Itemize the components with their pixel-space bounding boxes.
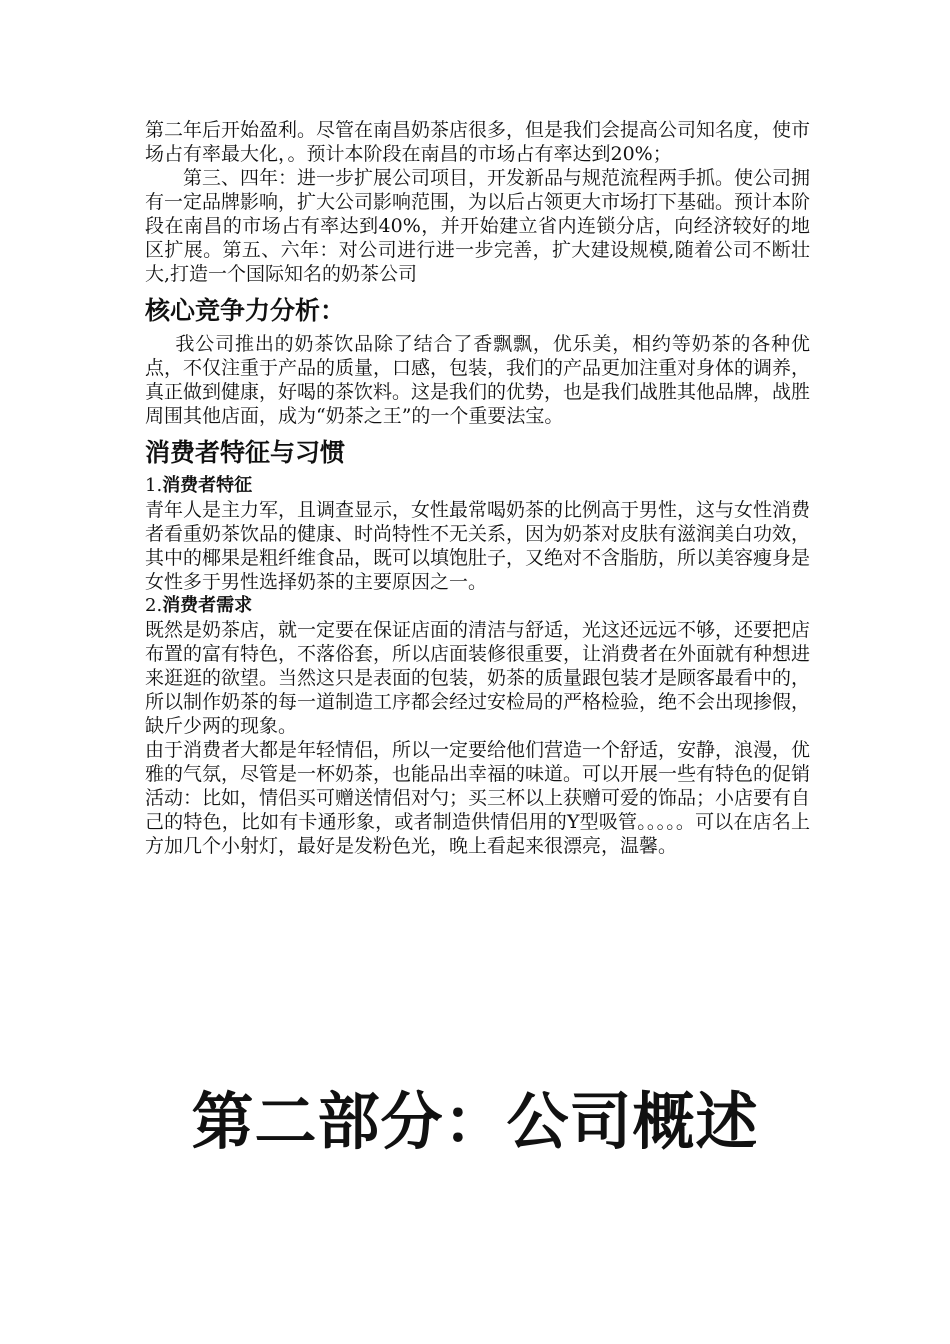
paragraph-years-three-to-six: 第三、四年：进一步扩展公司项目，开发新品与规范流程两手抓。使公司拥有一定品牌影响，扩大公司影响范围，为以后占领更大市场打下基础。预计本阶段在南昌的市场占有率达到40%，并开始建立省内连锁分店，向经济较好的地区扩展。第五、六年：对公司进行进一步完善，扩大建设规模,随着公司不断壮大,打造一个国际知名的奶茶公司 [145, 167, 811, 285]
subheading-label: 消费者特征 [162, 475, 253, 496]
paragraph-consumer-needs-store: 既然是奶茶店，就一定要在保证店面的清洁与舒适，光这还远远不够，还要把店布置的富有特色，不落俗套，所以店面装修很重要，让消费者在外面就有种想进来逛逛的欲望。当然这只是表面的包装，奶茶的质量跟包装才是顾客最看中的，所以制作奶茶的每一道制造工序都会经过安检局的严格检验，绝不会出现掺假，缺斤少两的现象。 [145, 619, 811, 737]
subheading-number: 2. [145, 595, 163, 616]
section-title-company-overview: 第二部分：公司概述 [191, 1085, 759, 1158]
subheading-number: 1. [145, 475, 163, 496]
subheading-consumer-characteristics [145, 474, 810, 498]
paragraph-consumer-needs-couples: 由于消费者大都是年轻情侣，所以一定要给他们营造一个舒适，安静，浪漫，优雅的气氛，尽管是一杯奶茶，也能品出幸福的味道。可以开展一些有特色的促销活动：比如，情侣买可赠送情侣对勺；买三杯以上获赠可爱的饰品；小店要有自己的特色，比如有卡通形象，或者制造供情侣用的Y型吸管。。。。。可以在店名上方加几个小射灯，最好是发粉色光，晚上看起来很漂亮，温馨。 [145, 739, 811, 857]
paragraph-year-two: 第二年后开始盈利。尽管在南昌奶茶店很多，但是我们会提高公司知名度，使市场占有率最大化，。预计本阶段在南昌的市场占有率达到20%； [145, 119, 811, 165]
subheading-label: 消费者需求 [162, 595, 253, 616]
document-body [145, 118, 810, 858]
heading-consumer-traits: 消费者特征与习惯 [145, 438, 346, 467]
subheading-consumer-needs [145, 594, 810, 618]
paragraph-consumer-characteristics: 青年人是主力军，且调查显示，女性最常喝奶茶的比例高于男性，这与女性消费者看重奶茶饮品的健康、时尚特性不无关系，因为奶茶对皮肤有滋润美白功效，其中的椰果是粗纤维食品，既可以填饱肚子，又绝对不含脂肪，所以美容瘦身是女性多于男性选择奶茶的主要原因之一。 [145, 499, 811, 593]
heading-core-competence: 核心竞争力分析： [145, 296, 346, 325]
paragraph-core-competence: 我公司推出的奶茶饮品除了结合了香飘飘，优乐美，相约等奶茶的各种优点，不仅注重于产品的质量，口感，包装，我们的产品更加注重对身体的调养，真正做到健康，好喝的茶饮料。这是我们的优势，也是我们战胜其他品牌，战胜周围其他店面，成为“奶茶之王”的一个重要法宝。 [145, 333, 811, 427]
